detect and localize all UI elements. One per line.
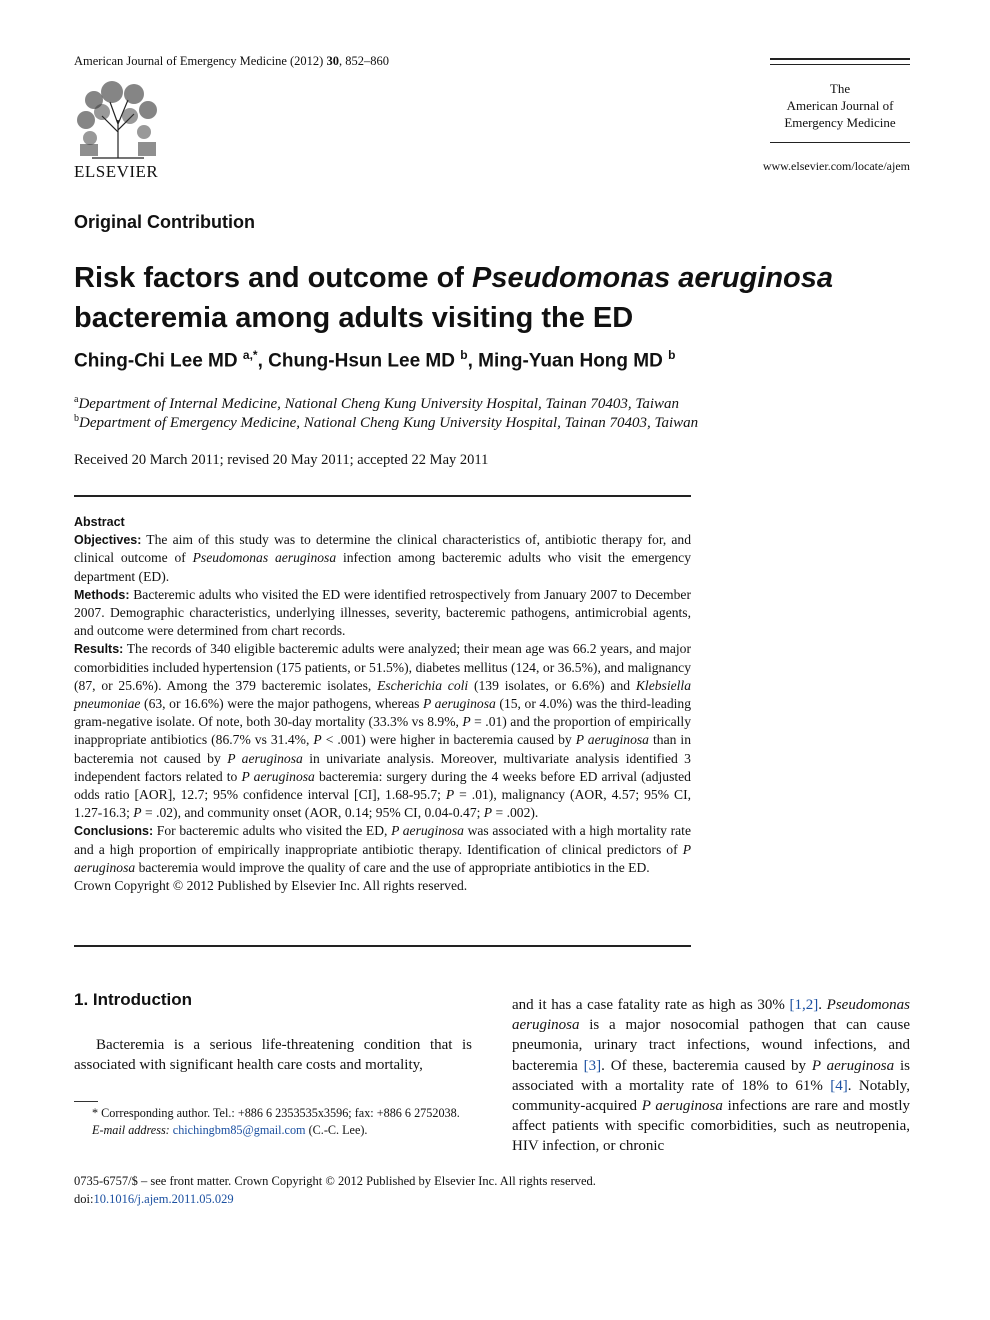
- abstract: [74, 513, 691, 895]
- title-text: Risk factors and outcome of: [74, 262, 473, 294]
- title-organism: Pseudomonas aeruginosa: [472, 262, 834, 294]
- affiliation-mark: b: [74, 413, 79, 424]
- affiliation: [74, 413, 698, 432]
- journal-url[interactable]: www.elsevier.com/locate/ajem: [762, 159, 910, 173]
- corresponding-author-contact: * Corresponding author. Tel.: +886 6 2353535x3596; fax: +886 6 2752038.: [92, 1106, 460, 1120]
- publisher-name: ELSEVIER: [74, 162, 159, 181]
- issn-line: 0735-6757/$ – see front matter. Crown Copyright © 2012 Published by Elsevier Inc. All rights reserved.: [74, 1174, 596, 1188]
- journal-citation-prefix: American Journal of Emergency Medicine (2012): [74, 54, 327, 68]
- abstract-label: Objectives:: [74, 533, 142, 548]
- doi-label: doi:: [74, 1191, 94, 1206]
- email-suffix: (C.-C. Lee).: [305, 1122, 368, 1137]
- abstract-methods: Methods: Bacteremic adults who visited the ED were identified retrospectively from January 2007 to December 2007. Demographic characteristics, underlying illnesses, severity, bacteremic pathogens, antimicrobial agents, and outcome were determined from chart records.: [74, 586, 691, 639]
- abstract-results: Results: The records of 340 eligible bacteremic adults were analyzed; their mean age was 66.2 years, and major comorbidities included hypertension (175 patients, or 51.5%), diabetes mellitus (124, or 36.5%), and malignancy (87, or 25.6%). Among the 379 bacteremic isolates, Escherichia coli (139 isolates, or 6.6%) and Klebsiella pneumoniae (63, or 16.6%) were the major pathogens, whereas P aeruginosa (15, or 4.0%) was the third-leading gram-negative isolate. Of note, both 30-day mortality (33.3% vs 8.9%, P = .01) and the proportion of empirically inappropriate antibiotics (86.7% vs 31.4%, P < .001) were higher in bacteremia caused by P aeruginosa than in bacteremia not caused by P aeruginosa in univariate analysis. Moreover, multivariate analysis identified 3 independent factors related to P aeruginosa bacteremia: surgery during the 4 weeks before ED arrival (adjusted odds ratio [AOR], 12.7; 95% confidence interval [CI], 1.68-95.7; P = .01), malignancy (AOR, 4.57; 95% CI, 1.27-16.3; P = .02), and community onset (AOR, 0.14; 95% CI, 0.04-0.47; P = .002).: [74, 641, 692, 821]
- email-label: E-mail address:: [92, 1122, 170, 1137]
- abstract-conclusions: Conclusions: For bacteremic adults who visited the ED, P aeruginosa was associated with a high mortality rate and a high proportion of empirically inappropriate antibiotic therapy. Identification of clinical predictors of P aeruginosa bacteremia would improve the quality of care and the use of appropriate antibiotics in the ED.: [74, 823, 691, 875]
- abstract-objectives: Objectives: The aim of this study was to determine the clinical characteristics of, antibiotic therapy for, and clinical outcome of Pseudomonas aeruginosa infection among bacteremic adults who visit the emergency department (ED).: [74, 532, 691, 584]
- citation-link[interactable]: [1,2]: [789, 997, 819, 1013]
- journal-title: [770, 80, 910, 131]
- abstract-label: Results:: [74, 642, 124, 657]
- email-link[interactable]: chichingbm85@gmail.com: [172, 1122, 306, 1137]
- affiliation-text: Department of Emergency Medicine, National Cheng Kung University Hospital, Tainan 70403, Taiwan: [79, 415, 699, 431]
- section-type: Original Contribution: [74, 212, 255, 232]
- journal-title-line: Emergency Medicine: [784, 115, 896, 130]
- doi-link[interactable]: 10.1016/j.ajem.2011.05.029: [93, 1191, 234, 1206]
- author-name: Ming-Yuan Hong MD: [478, 350, 663, 372]
- author-name: Ching-Chi Lee MD: [74, 350, 238, 372]
- affiliation-mark: a: [74, 394, 79, 405]
- author-affiliation-mark[interactable]: b: [460, 348, 468, 362]
- journal-citation: [74, 54, 389, 69]
- introduction-heading: 1. Introduction: [74, 990, 193, 1009]
- abstract-label: Methods:: [74, 587, 130, 602]
- doi-line: [74, 1191, 596, 1209]
- journal-title-line: American Journal of: [786, 98, 894, 113]
- author-list: Ching-Chi Lee MD $^{a,*}$, Chung-Hsun Lee MD $^b$, Ming-Yuan Hong MD $^b$: [74, 348, 676, 372]
- abstract-heading: Abstract: [74, 515, 125, 529]
- title-text: bacteremia among adults visiting the ED: [74, 302, 634, 334]
- footnote-rule: [74, 1101, 98, 1102]
- introduction-paragraph-continued: and it has a case fatality rate as high as 30% [1,2]. Pseudomonas aeruginosa is a major nosocomial pathogen that can cause pneumonia, urinary tract infections, wound infections, and bacteremia [3]. Of these, bacteremia caused by P aeruginosa is associated with a mortality rate of 18% to 61% [4]. Notably, community-acquired P aeruginosa infections are rare and mostly affect patients with specific comorbidities, such as neutropenia, HIV infection, or chronic: [512, 997, 910, 1155]
- abstract-bottom-rule: [74, 945, 691, 947]
- citation-link[interactable]: [3]: [583, 1057, 602, 1074]
- front-matter-notice: [74, 1173, 596, 1208]
- citation-link[interactable]: [4]: [830, 1077, 848, 1094]
- affiliation: [74, 394, 679, 413]
- email-line: [74, 1122, 472, 1139]
- author-affiliation-mark[interactable]: b: [668, 348, 676, 362]
- article-dates: Received 20 March 2011; revised 20 May 2011; accepted 22 May 2011: [74, 452, 489, 468]
- journal-pages: , 852–860: [338, 54, 389, 68]
- author-affiliation-mark[interactable]: a,*: [242, 348, 258, 362]
- header-rule: [770, 64, 910, 65]
- abstract-copyright: Crown Copyright © 2012 Published by Elsevier Inc. All rights reserved.: [74, 878, 468, 894]
- abstract-top-rule: [74, 495, 691, 497]
- header-rule: [770, 58, 910, 60]
- affiliation-text: Department of Internal Medicine, National Cheng Kung University Hospital, Tainan 70403, Taiwan: [78, 396, 680, 412]
- author-name: Chung-Hsun Lee MD: [268, 350, 455, 372]
- article-title: [74, 258, 874, 338]
- abstract-label: Conclusions:: [74, 824, 154, 839]
- header-rule: [770, 142, 910, 143]
- journal-title-line: The: [829, 81, 851, 96]
- introduction-paragraph: Bacteremia is a serious life-threatening condition that is associated with significant health care costs and mortality,: [74, 1037, 472, 1074]
- corresponding-author-footnote: [74, 1105, 472, 1138]
- journal-volume: 30: [326, 54, 339, 68]
